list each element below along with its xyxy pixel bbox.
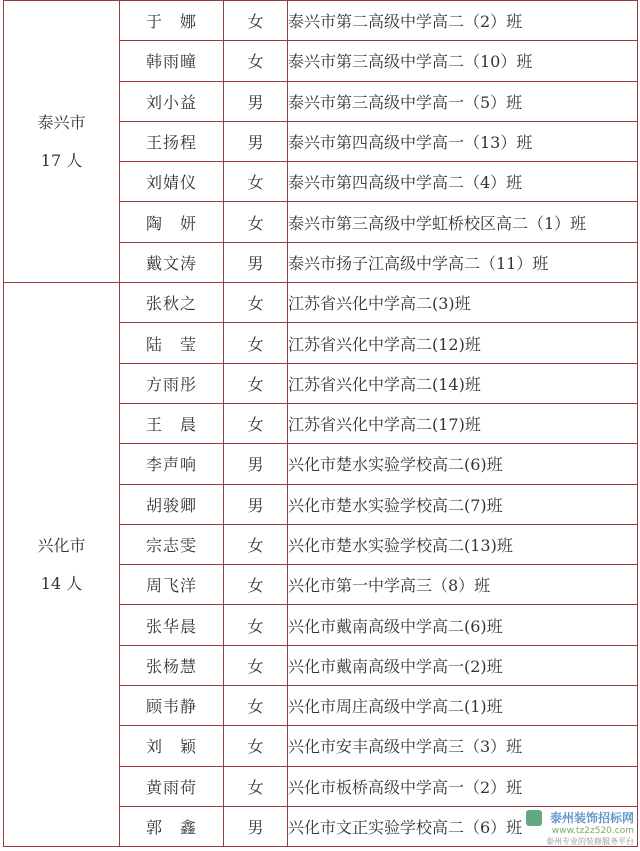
watermark-title: 泰州装饰招标网 — [549, 811, 634, 825]
student-school: 泰兴市第三高级中学虹桥校区高二（1）班 — [288, 202, 638, 242]
student-school: 泰兴市扬子江高级中学高二（11）班 — [288, 242, 638, 282]
city-cell — [4, 283, 120, 847]
student-name: 顾韦静 — [120, 686, 224, 726]
student-gender: 女 — [224, 766, 288, 806]
student-school: 兴化市楚水实验学校高二(7)班 — [288, 484, 638, 524]
city-cell — [4, 1, 120, 283]
student-school: 兴化市楚水实验学校高二(6)班 — [288, 444, 638, 484]
student-name: 陆 莹 — [120, 323, 224, 363]
roster-body — [4, 1, 638, 847]
student-school: 兴化市第一中学高三（8）班 — [288, 565, 638, 605]
city-name: 泰兴市 — [37, 112, 86, 132]
student-gender: 男 — [224, 444, 288, 484]
student-name: 王 晨 — [120, 403, 224, 443]
student-name: 张秋之 — [120, 283, 224, 323]
student-name: 黄雨荷 — [120, 766, 224, 806]
student-gender: 女 — [224, 686, 288, 726]
site-watermark — [526, 807, 634, 847]
student-gender: 女 — [224, 524, 288, 564]
student-school: 江苏省兴化中学高二(14)班 — [288, 363, 638, 403]
student-name: 张华晨 — [120, 605, 224, 645]
student-gender: 女 — [224, 605, 288, 645]
student-name: 戴文涛 — [120, 242, 224, 282]
student-school: 泰兴市第四高级中学高一（13）班 — [288, 121, 638, 161]
watermark-logo-icon — [526, 810, 542, 826]
student-name: 宗志雯 — [120, 524, 224, 564]
watermark-subtitle: 泰州专业的装修服务平台 — [546, 837, 634, 846]
student-school: 兴化市戴南高级中学高一(2)班 — [288, 645, 638, 685]
student-school: 泰兴市第三高级中学高一（5）班 — [288, 81, 638, 121]
city-count: 17 人 — [40, 150, 83, 170]
student-gender: 男 — [224, 806, 288, 846]
student-school: 泰兴市第三高级中学高二（10）班 — [288, 41, 638, 81]
student-school: 兴化市楚水实验学校高二(13)班 — [288, 524, 638, 564]
student-name: 刘婧仪 — [120, 162, 224, 202]
student-name: 于 娜 — [120, 1, 224, 41]
student-school: 泰兴市第四高级中学高二（4）班 — [288, 162, 638, 202]
student-school: 江苏省兴化中学高二(3)班 — [288, 283, 638, 323]
student-gender: 女 — [224, 726, 288, 766]
student-school: 泰兴市第二高级中学高二（2）班 — [288, 1, 638, 41]
student-roster-table — [3, 0, 638, 847]
city-name: 兴化市 — [37, 535, 86, 555]
student-school: 兴化市戴南高级中学高二(6)班 — [288, 605, 638, 645]
student-name: 王扬程 — [120, 121, 224, 161]
student-gender: 男 — [224, 81, 288, 121]
student-gender: 女 — [224, 41, 288, 81]
student-name: 刘小益 — [120, 81, 224, 121]
student-gender: 男 — [224, 121, 288, 161]
student-school: 兴化市文正实验学校高二（6）班 — [288, 806, 638, 846]
student-gender: 女 — [224, 323, 288, 363]
student-name: 郭 鑫 — [120, 806, 224, 846]
watermark-url: www.tz2z520.com — [551, 826, 634, 836]
student-name: 张杨慧 — [120, 645, 224, 685]
student-school: 兴化市板桥高级中学高一（2）班 — [288, 766, 638, 806]
student-gender: 女 — [224, 363, 288, 403]
student-name: 李声响 — [120, 444, 224, 484]
student-school: 江苏省兴化中学高二(17)班 — [288, 403, 638, 443]
city-count: 14 人 — [40, 573, 83, 593]
student-name: 胡骏卿 — [120, 484, 224, 524]
student-school: 兴化市安丰高级中学高三（3）班 — [288, 726, 638, 766]
student-school: 兴化市周庄高级中学高二(1)班 — [288, 686, 638, 726]
student-name: 周飞洋 — [120, 565, 224, 605]
student-name: 刘 颖 — [120, 726, 224, 766]
student-gender: 男 — [224, 484, 288, 524]
student-gender: 女 — [224, 645, 288, 685]
student-gender: 女 — [224, 565, 288, 605]
student-name: 韩雨曈 — [120, 41, 224, 81]
student-name: 方雨彤 — [120, 363, 224, 403]
table-row — [4, 1, 638, 41]
student-gender: 女 — [224, 202, 288, 242]
student-gender: 女 — [224, 283, 288, 323]
student-school: 江苏省兴化中学高二(12)班 — [288, 323, 638, 363]
student-gender: 女 — [224, 162, 288, 202]
student-name: 陶 妍 — [120, 202, 224, 242]
student-gender: 女 — [224, 1, 288, 41]
student-gender: 女 — [224, 403, 288, 443]
student-gender: 男 — [224, 242, 288, 282]
table-row — [4, 283, 638, 323]
